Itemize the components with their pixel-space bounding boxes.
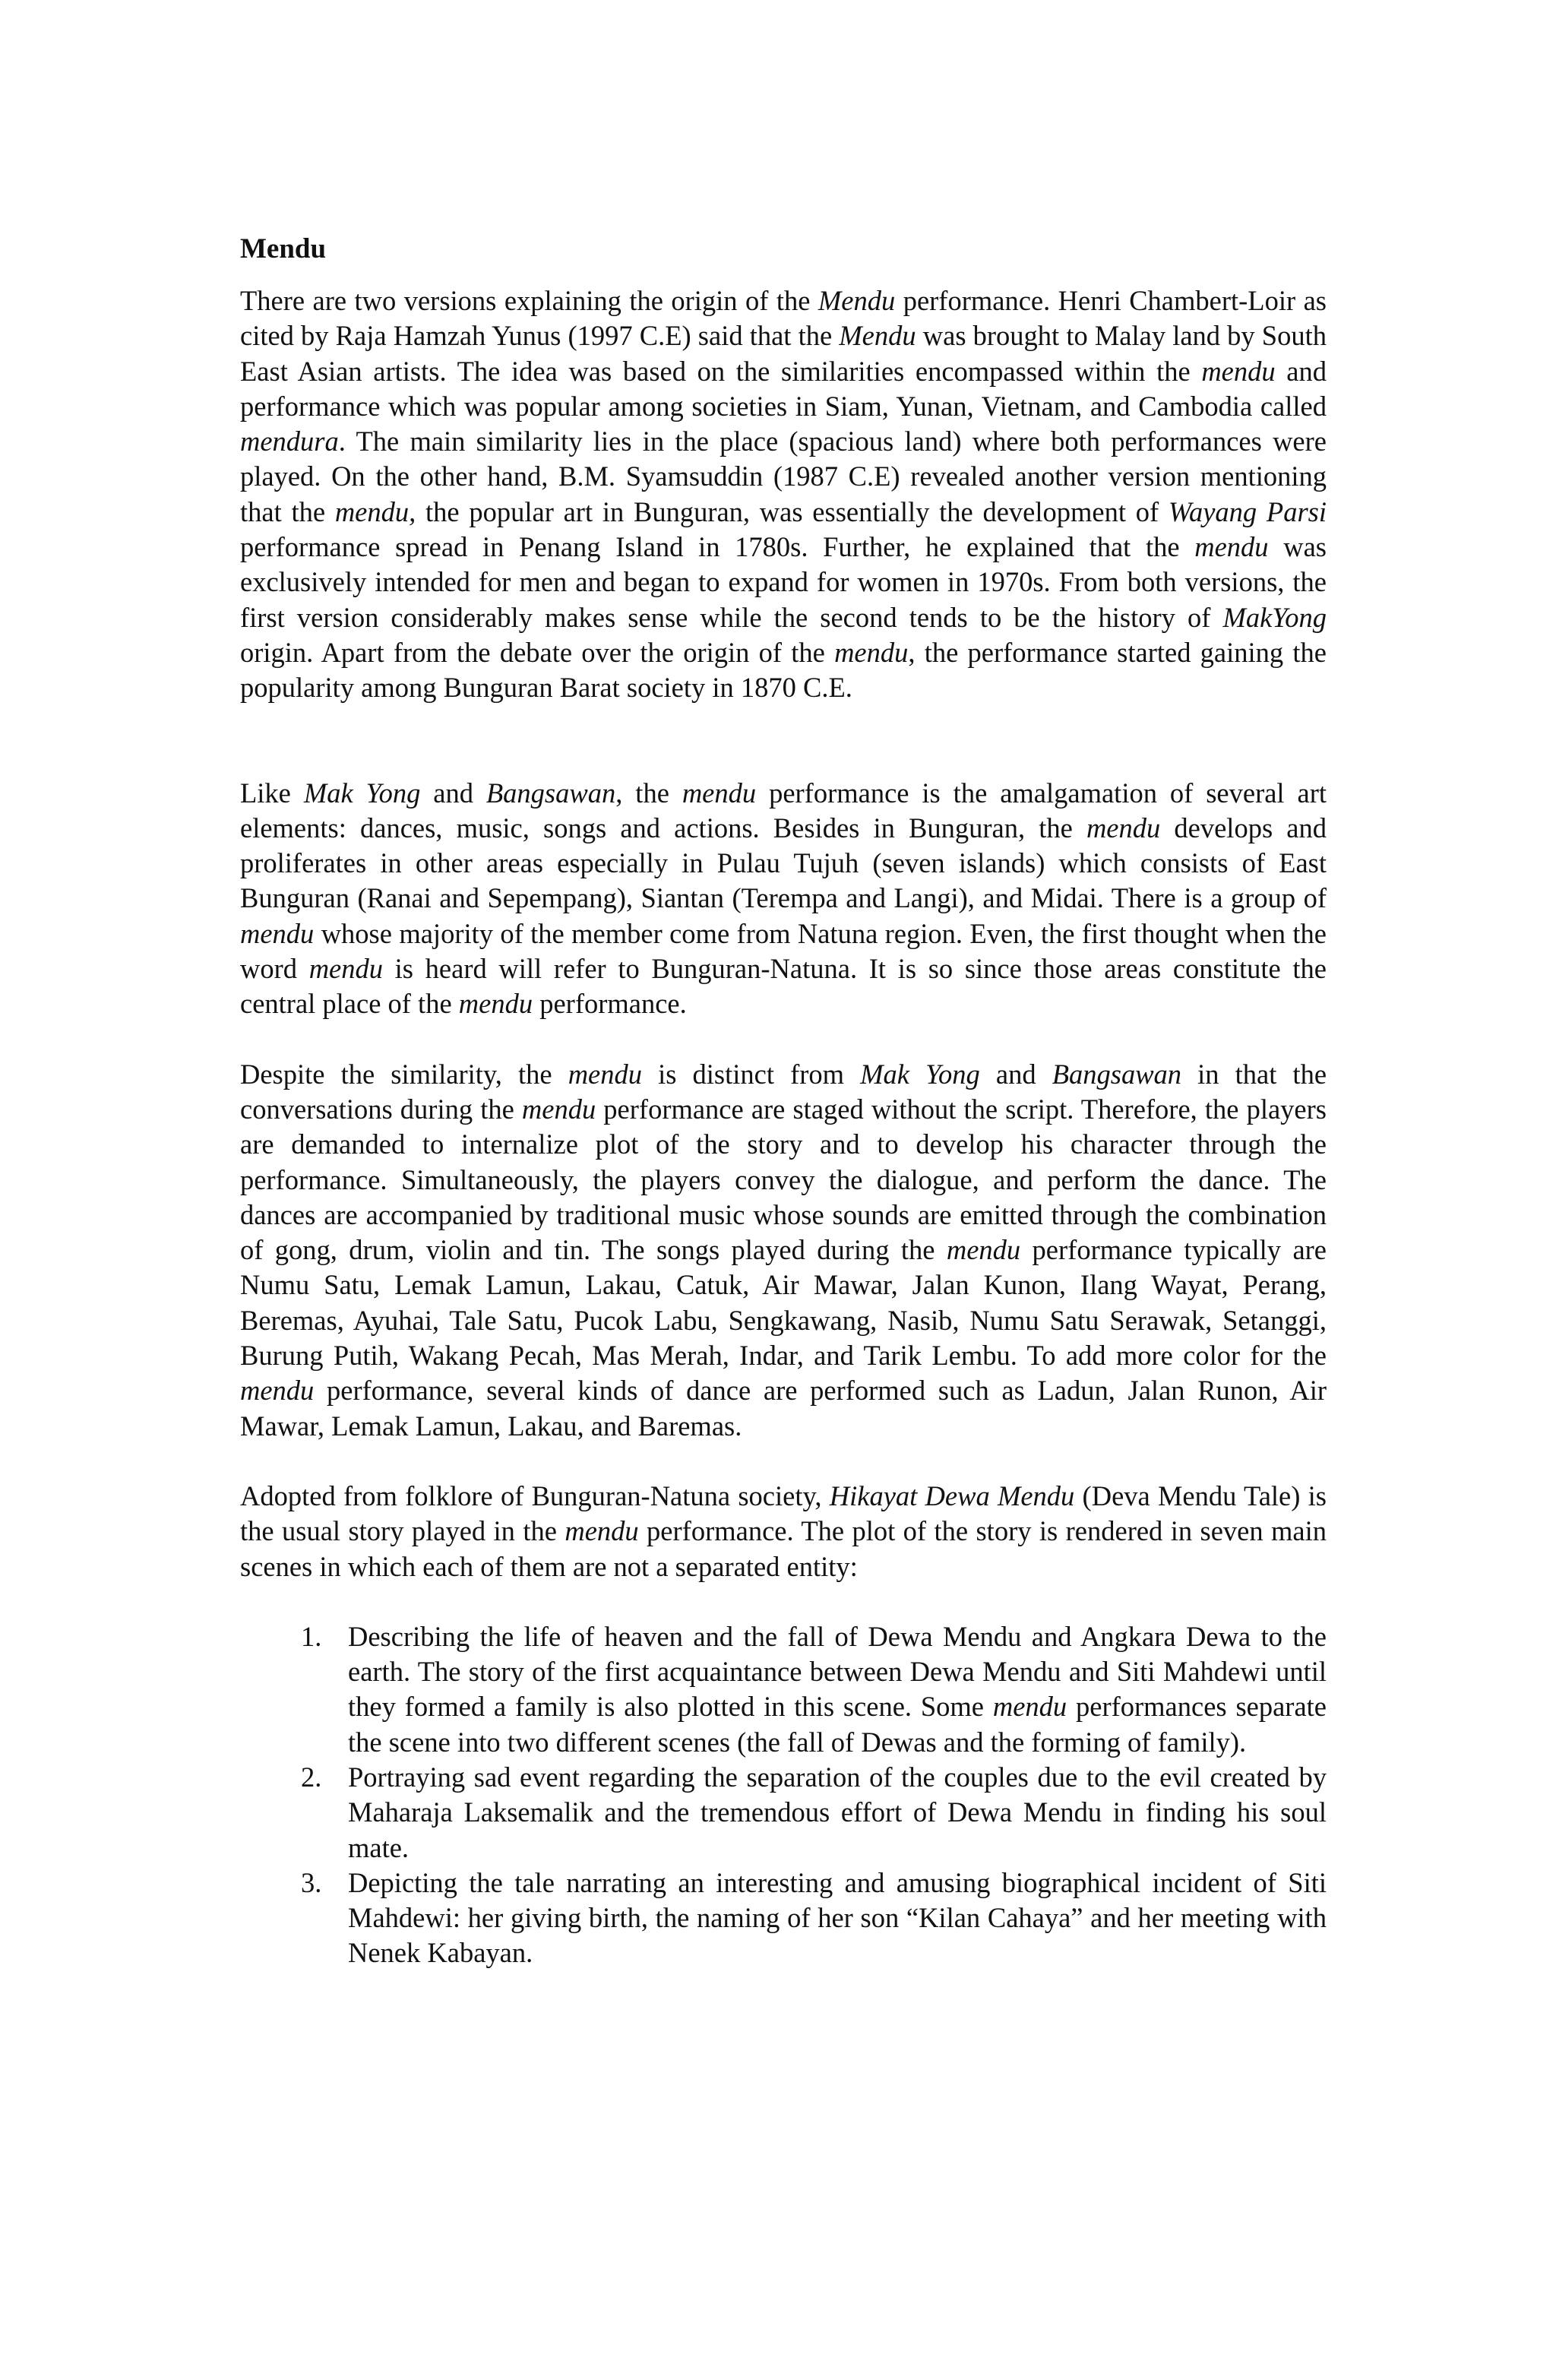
list-number: 2.	[301, 1761, 322, 1793]
list-item-text	[348, 1621, 1327, 1758]
text-run: performance, several kinds of dance are performed such as Ladun, Jalan Runon, Air Mawar, Lemak Lamun, Lakau, and Baremas.	[240, 1375, 1327, 1442]
text-run: develops and proliferates in other areas especially in Pulau Tujuh (seven islands) which consists of East Bunguran (Ranai and Sepempang), Siantan (Terempa and Langi), and Midai. There is a group of	[240, 812, 1327, 914]
text-run: and performance which was popular among societies in Siam, Yunan, Vietnam, and Cambodia called	[240, 355, 1327, 422]
italic-text: mendu	[1086, 812, 1161, 843]
text-run: , the	[615, 777, 682, 809]
italic-text: mendu	[1201, 355, 1276, 387]
text-run: and	[979, 1058, 1052, 1090]
list-number: 3.	[301, 1866, 322, 1898]
text-run: origin. Apart from the debate over the origin of the	[240, 636, 835, 668]
italic-text: Mak Yong	[860, 1058, 980, 1090]
document-page	[240, 232, 1327, 1971]
list-number: 1.	[301, 1620, 322, 1652]
text-run: the popular art in Bunguran, was essentially the development of	[416, 495, 1169, 527]
paragraph-story	[240, 1479, 1327, 1584]
text-run: performance. The plot of the story is rendered in seven main scenes in which each of them are not a separated entity:	[240, 1515, 1327, 1582]
text-run: is heard will refer to Bunguran-Natuna. It is so since those areas constitute the central place of the	[240, 953, 1327, 1020]
italic-text: Wayang Parsi	[1168, 495, 1327, 527]
text-run: was brought to Malay land by South East Asian artists. The idea was based on the similarities encompassed within the	[240, 320, 1327, 387]
list-item-text	[348, 1867, 1327, 1969]
text-run: performance is the amalgamation of several art elements: dances, music, songs and actions. Besides in Bunguran, the	[240, 777, 1327, 843]
italic-text: mendu	[565, 1515, 639, 1547]
paragraph-elements	[240, 776, 1327, 1022]
italic-text: mendu	[992, 1691, 1067, 1723]
text-run: (Deva Mendu Tale) is the usual story played in the	[240, 1480, 1327, 1547]
text-run: in that the conversations during the	[240, 1058, 1327, 1125]
list-item	[240, 1866, 1327, 1971]
scene-list	[240, 1619, 1327, 1971]
text-run: performance. Henri Chambert-Loir as cited by Raja Hamzah Yunus (1997 C.E) said that the	[240, 285, 1327, 352]
italic-text: mendu	[240, 1375, 315, 1407]
paragraph-origin	[240, 283, 1327, 706]
italic-text: mendu	[568, 1058, 643, 1090]
italic-text: mendu	[521, 1093, 596, 1125]
italic-text: mendu	[240, 917, 315, 949]
text-run: performance.	[533, 988, 687, 1020]
text-run: There are two versions explaining the origin of the	[240, 285, 818, 316]
italic-text: mendura	[240, 426, 339, 457]
paragraph-distinction	[240, 1057, 1327, 1444]
italic-text: Bangsawan	[1052, 1058, 1182, 1090]
text-run: was exclusively intended for men and began to expand for women in 1970s. From both versions, the first version considerably makes sense while the second tends to be the history of	[240, 531, 1327, 633]
text-run: performance are staged without the script. Therefore, the players are demanded to internalize plot of the story and to develop his character through the performance. Simultaneously, the players convey the dialogue, and perform the dance. The dances are accompanied by traditional music whose sounds are emitted through the combination of gong, drum, violin and tin. The songs played during the	[240, 1093, 1327, 1266]
text-run: whose majority of the member come from Natuna region. Even, the first thought when the word	[240, 917, 1327, 985]
text-run: , the performance started gaining the popularity among Bunguran Barat society in 1870 C.E.	[240, 636, 1327, 704]
list-item	[240, 1619, 1327, 1760]
text-run: Despite the similarity, the	[240, 1058, 568, 1090]
italic-text: Bangsawan	[485, 777, 616, 809]
text-run: Adopted from folklore of Bunguran-Natuna society,	[240, 1480, 830, 1511]
italic-text: Mendu	[839, 320, 916, 352]
text-run: performances separate the scene into two different scenes (the fall of Dewas and the forming of family).	[348, 1691, 1327, 1758]
text-run: . The main similarity lies in the place (spacious land) where both performances were played. On the other hand, B.M. Syamsuddin (1987 C.E) revealed another version mentioning that the	[240, 426, 1327, 527]
italic-text: mendu	[946, 1234, 1021, 1266]
text-run: is distinct from	[642, 1058, 861, 1090]
italic-text: mendu	[1194, 531, 1269, 563]
text-run: Portraying sad event regarding the separation of the couples due to the evil created by Maharaja Laksemalik and the tremendous effort of Dewa Mendu in finding his soul mate.	[348, 1761, 1327, 1863]
list-item	[240, 1760, 1327, 1866]
italic-text: Hikayat Dewa Mendu	[829, 1480, 1075, 1511]
italic-text: Mendu	[818, 285, 896, 316]
text-run: Describing the life of heaven and the fall of Dewa Mendu and Angkara Dewa to the earth. The story of the first acquaintance between Dewa Mendu and Siti Mahdewi until they formed a family is also plotted in this scene. Some	[348, 1620, 1327, 1723]
text-run: and	[420, 777, 486, 809]
text-run: performance spread in Penang Island in 1780s. Further, he explained that the	[240, 531, 1195, 563]
italic-text: mendu,	[334, 495, 416, 527]
text-run: performance typically are Numu Satu, Lemak Lamun, Lakau, Catuk, Air Mawar, Jalan Kunon, Ilang Wayat, Perang, Beremas, Ayuhai, Tale Satu, Pucok Labu, Sengkawang, Nasib, Numu Satu Serawak, Setanggi, Burung Putih, Wakang Pecah, Mas Merah, Indar, and Tarik Lembu. To add more color for the	[240, 1234, 1327, 1372]
text-run: Depicting the tale narrating an interesting and amusing biographical incident of Siti Mahdewi: her giving birth, the naming of her son “Kilan Cahaya” and her meeting with Nenek Kabayan.	[348, 1866, 1327, 1969]
italic-text: mendu	[682, 777, 757, 809]
italic-text: mendu	[308, 953, 383, 985]
italic-text: mendu	[458, 988, 533, 1020]
text-run: Like	[240, 777, 304, 809]
section-heading: Mendu	[240, 233, 327, 264]
italic-text: Mak Yong	[303, 777, 421, 809]
italic-text: mendu	[834, 636, 909, 668]
italic-text: MakYong	[1222, 601, 1327, 633]
list-item-text	[348, 1761, 1327, 1863]
